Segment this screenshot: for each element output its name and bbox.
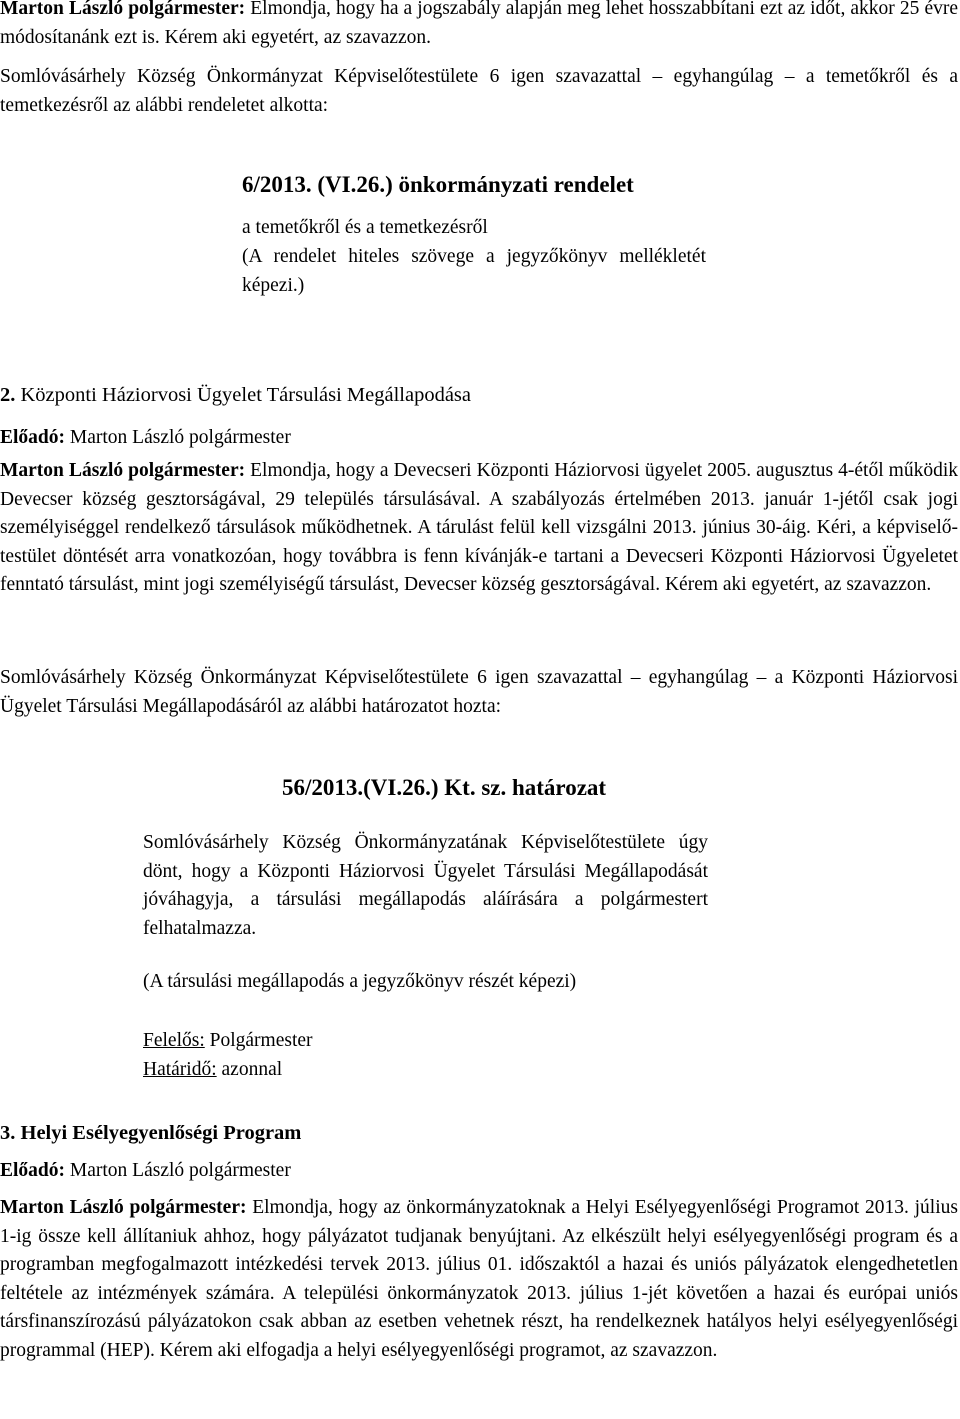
agenda-item-2-heading — [0, 381, 471, 410]
speech-text: Elmondja, hogy a Devecseri Központi Háziorvosi ügyelet 2005. augusztus 4-étől működik Devecser község gesztorságával, 29 település társulásával. A szabályozás értelmében 2013. január 1-jétől csak jogi személyiséggel rendelkező társulások működhetnek. A tárulást felül kell vizsgálni 2013. június 30-áig. Kéri, a képviselő-testület döntését arra vonatkozóan, hogy továbbra is fenn kívánják-e tartani a Devecseri Központi Háziorvosi Ügyeletet fenntató társulást, mint jogi személyiségű társulást, Devecser község gesztorságával. Kérem aki egyetért, az szavazzon. — [0, 460, 958, 596]
presenter-label: Előadó: — [0, 1160, 66, 1181]
responsible-value: Polgármester — [204, 1030, 313, 1051]
responsible-line — [143, 1027, 313, 1056]
presenter-name: Marton László polgármester — [69, 427, 291, 448]
responsible-label: Felelős: — [143, 1030, 205, 1051]
ordinance-title: 6/2013. (VI.26.) önkormányzati rendelet — [242, 172, 634, 197]
deadline-label: Határidő: — [143, 1059, 217, 1080]
agenda-item-title: Központi Háziorvosi Ügyelet Társulási Megállapodása — [20, 384, 471, 406]
agenda-item-number: 2. — [0, 384, 16, 406]
deadline-line — [143, 1056, 282, 1085]
resolution-title: 56/2013.(VI.26.) Kt. sz. határozat — [282, 775, 607, 800]
speaker-name: Marton László polgármester: — [0, 1197, 247, 1218]
speech-text: Elmondja, hogy az önkormányzatoknak a Helyi Esélyegyenlőségi Programot 2013. július 1-ig össze kell állítaniuk ahhoz, hogy pályázatot tudjanak benyújtani. Az elkészült helyi esélyegyenlőségi program és a programban megfogalmazott intézkedési tervek 2013. július 01. időszaktól a hazai és uniós pályázatok elengedhetetlen feltétele az intézmények számára. A települési önkormányzatok 2013. július 1-jét követően a hazai és európai uniós társfinanszírozású pályázatokon csak abban az esetben vehetnek részt, ha rendelkeznek hatályos helyi esélyegyenlőségi programmal (HEP). Kérem aki elfogadja a helyi esélyegyenlőségi programot, az szavazzon. — [0, 1197, 958, 1361]
ordinance-subject: a temetőkről és a temetkezésről — [242, 217, 488, 238]
resolution-body: Somlóvásárhely Község Önkormányzatának Képviselőtestülete úgy dönt, hogy a Központi Háziorvosi Ügyelet Társulási Megállapodását jóváhagyja, a társulási megállapodás aláírására a polgármestert felhatalmazza. — [143, 832, 708, 939]
agenda-item-3-heading — [0, 1119, 301, 1148]
vote-paragraph: Somlóvásárhely Község Önkormányzat Képviselőtestülete 6 igen szavazattal – egyhangúlag – a Központi Háziorvosi Ügyelet Társulási Megállapodásáról az alábbi határozatot hozta: — [0, 667, 958, 717]
vote-paragraph: Somlóvásárhely Község Önkormányzat Képviselőtestülete 6 igen szavazattal – egyhangúlag – a temetőkről és a temetkezésről az alábbi rendeletet alkotta: — [0, 66, 958, 116]
speaker-name: Marton László polgármester: — [0, 0, 246, 19]
speech-text: Elmondja, hogy ha a jogszabály alapján meg lehet hosszabbítani ezt az időt, akkor 25 évre módosítanánk ezt is. Kérem aki egyetért, az szavazzon. — [0, 0, 958, 48]
speaker-paragraph-top — [0, 0, 958, 52]
presenter-line — [0, 1157, 291, 1186]
deadline-value: azonnal — [216, 1059, 283, 1080]
presenter-label: Előadó: — [0, 427, 66, 448]
speaker-paragraph-item-3 — [0, 1194, 958, 1366]
ordinance-note: (A rendelet hiteles szövege a jegyzőkönyv mellékletét képezi.) — [242, 246, 706, 296]
presenter-line — [0, 424, 291, 453]
agenda-item-title: Helyi Esélyegyenlőségi Program — [20, 1122, 302, 1144]
speaker-paragraph-item-2 — [0, 457, 958, 600]
speaker-name: Marton László polgármester: — [0, 460, 246, 481]
agenda-item-number: 3. — [0, 1122, 16, 1144]
presenter-name: Marton László polgármester — [69, 1160, 291, 1181]
resolution-note: (A társulási megállapodás a jegyzőkönyv részét képezi) — [143, 971, 577, 992]
